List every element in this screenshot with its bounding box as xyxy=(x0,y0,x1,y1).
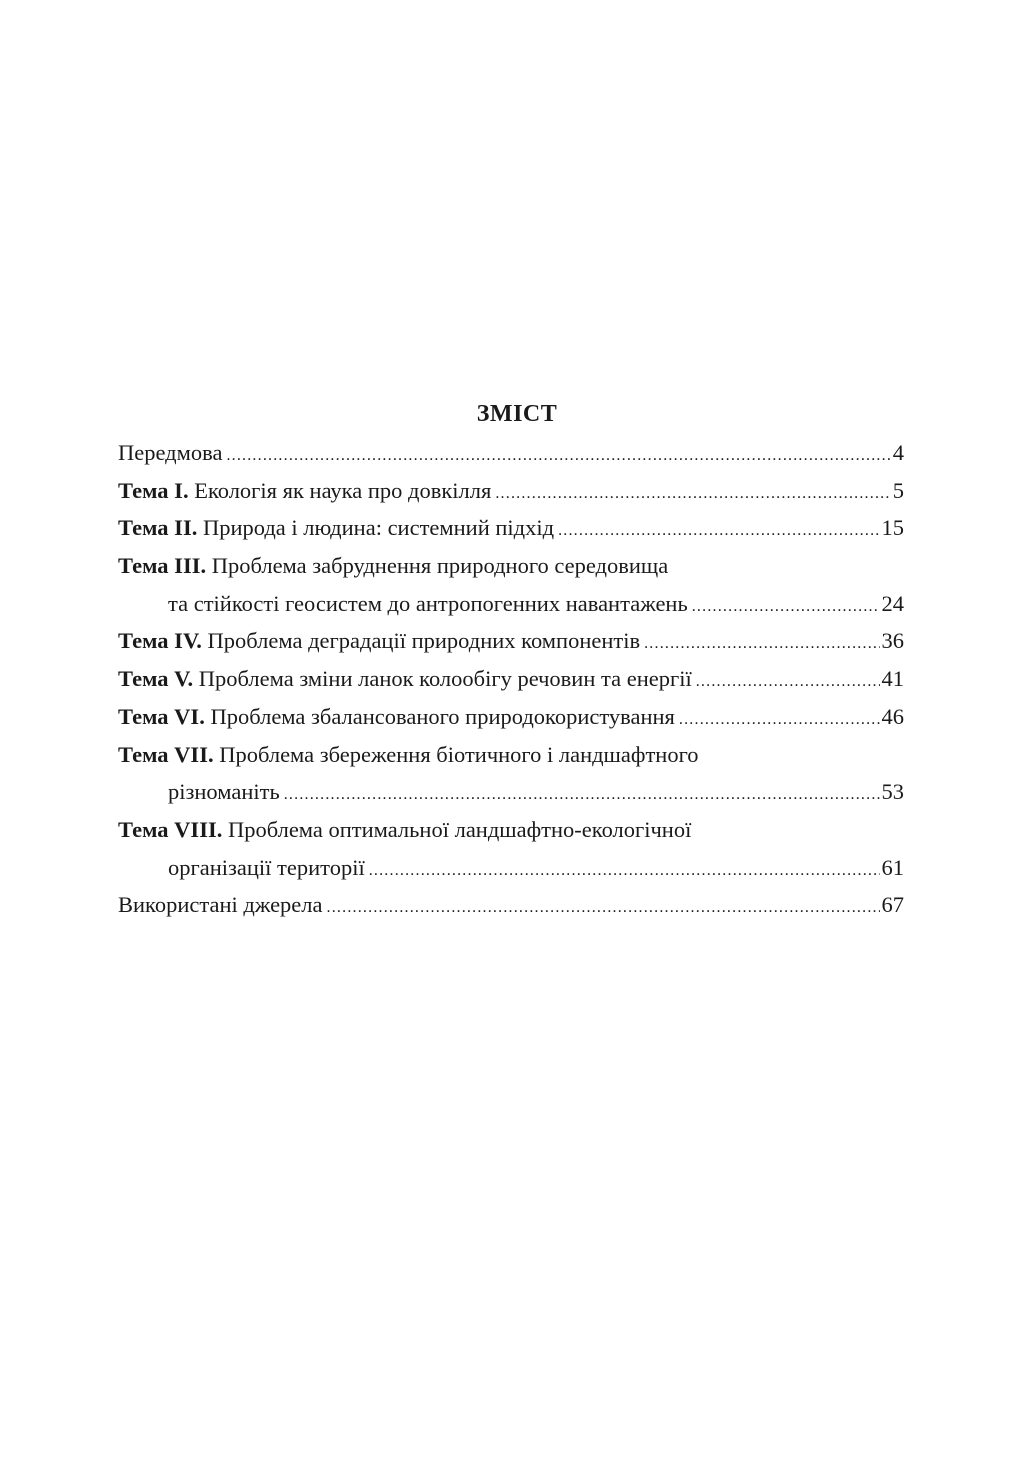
toc-topic-prefix: Тема IV. xyxy=(118,628,202,654)
toc-entry-label: та стійкості геосистем до антропогенних навантажень xyxy=(168,590,688,616)
toc-entry-label: Тема VII. Проблема збереження біотичного і ландшафтного xyxy=(118,741,699,767)
toc-page-number: 4 xyxy=(892,440,904,465)
toc-entry-label: Тема V. Проблема зміни ланок колообігу речовин та енергії xyxy=(118,666,692,692)
toc-page-number: 46 xyxy=(881,703,904,729)
toc-leader-dots xyxy=(558,512,879,550)
toc-entry-label: організації території xyxy=(168,854,365,880)
toc-leader-dots xyxy=(226,437,890,475)
toc-entry-topic-1[interactable] xyxy=(118,472,904,510)
toc-topic-prefix: Тема VIII. xyxy=(118,816,223,842)
toc-entry-label: Тема I. Екологія як наука про довкілля xyxy=(118,477,492,503)
toc-topic-prefix: Тема VII. xyxy=(118,741,214,767)
toc-entry-label: Тема IV. Проблема деградації природних компонентів xyxy=(118,628,641,654)
toc-page-number: 15 xyxy=(881,515,904,541)
toc-entry-label: різноманіть xyxy=(168,779,280,805)
toc-page-number: 5 xyxy=(892,477,904,503)
toc-leader-dots xyxy=(284,776,880,814)
toc-topic-prefix: Тема V. xyxy=(118,666,194,692)
toc-page-number: 61 xyxy=(881,854,904,880)
table-of-contents xyxy=(118,434,904,924)
toc-entry-topic-8-continuation[interactable] xyxy=(118,849,904,887)
toc-leader-dots xyxy=(679,701,880,739)
toc-entry-topic-7[interactable] xyxy=(118,736,904,774)
toc-topic-prefix: Тема II. xyxy=(118,515,198,541)
toc-entry-references[interactable] xyxy=(118,886,904,924)
toc-page-number: 36 xyxy=(881,628,904,654)
toc-leader-dots xyxy=(644,625,879,663)
toc-entry-label: Тема VIII. Проблема оптимальної ландшафтно-екологічної xyxy=(118,816,692,842)
toc-topic-prefix: Тема III. xyxy=(118,553,207,579)
toc-page-number: 41 xyxy=(881,666,904,692)
toc-leader-dots xyxy=(692,588,880,626)
toc-entry-topic-4[interactable] xyxy=(118,622,904,660)
toc-entry-label: Використані джерела xyxy=(118,892,323,918)
toc-entry-foreword[interactable] xyxy=(118,434,904,472)
toc-title: ЗМІСТ xyxy=(476,401,558,427)
toc-entry-topic-7-continuation[interactable] xyxy=(118,773,904,811)
toc-topic-prefix: Тема I. xyxy=(118,477,189,503)
toc-entry-label: Тема III. Проблема забруднення природного середовища xyxy=(118,553,669,579)
toc-entry-topic-6[interactable] xyxy=(118,698,904,736)
toc-entry-topic-2[interactable] xyxy=(118,509,904,547)
toc-entry-topic-8[interactable] xyxy=(118,811,904,849)
toc-page-number: 24 xyxy=(881,590,904,616)
toc-leader-dots xyxy=(327,889,880,927)
toc-entry-topic-5[interactable] xyxy=(118,660,904,698)
toc-leader-dots xyxy=(696,663,880,701)
toc-entry-label: Передмова xyxy=(118,440,223,465)
toc-entry-topic-3[interactable] xyxy=(118,547,904,585)
toc-entry-label: Тема VI. Проблема збалансованого природокористування xyxy=(118,703,675,729)
toc-page-number: 53 xyxy=(881,779,904,805)
toc-page-number: 67 xyxy=(881,892,904,918)
toc-entry-topic-3-continuation[interactable] xyxy=(118,585,904,623)
toc-topic-prefix: Тема VI. xyxy=(118,703,205,729)
toc-leader-dots xyxy=(369,852,880,890)
toc-entry-label: Тема II. Природа і людина: системний підхід xyxy=(118,515,555,541)
toc-leader-dots xyxy=(495,475,890,513)
